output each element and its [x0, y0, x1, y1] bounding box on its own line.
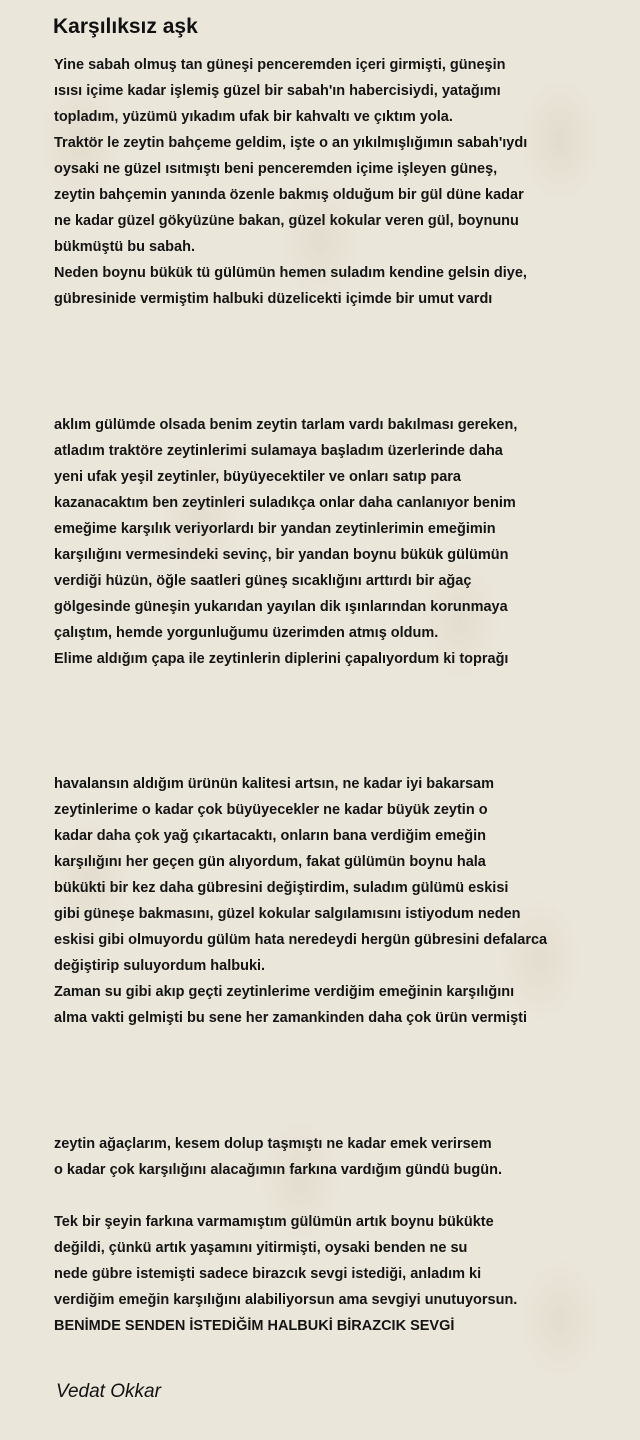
- poem-title: Karşılıksız aşk: [53, 15, 198, 38]
- poem-line: emeğime karşılık veriyorlardı bir yandan zeytinlerimin emeğimin: [54, 521, 496, 537]
- poem-line: zeytin bahçemin yanında özenle bakmış olduğum bir gül düne kadar: [54, 187, 524, 203]
- poem-line: aklım gülümde olsada benim zeytin tarlam vardı bakılması gereken,: [54, 417, 518, 433]
- poem-line: verdiğim emeğin karşılığını alabiliyorsun ama sevgiyi unutuyorsun.: [54, 1292, 518, 1308]
- poem-line: Traktör le zeytin bahçeme geldim, işte o an yıkılmışlığımın sabah'ıydı: [54, 135, 528, 151]
- poem-line: gübresinide vermiştim halbuki düzelicekti içimde bir umut vardı: [54, 291, 493, 307]
- poem-line: kadar daha çok yağ çıkartacaktı, onların bana verdiğim emeğin: [54, 828, 486, 844]
- poem-line: havalansın aldığım ürünün kalitesi artsın, ne kadar iyi bakarsam: [54, 776, 494, 792]
- poem-line: bükmüştü bu sabah.: [54, 239, 195, 255]
- poem-line: Zaman su gibi akıp geçti zeytinlerime verdiğim emeğinin karşılığını: [54, 984, 515, 1000]
- poem-line: gibi güneşe bakmasını, güzel kokular salgılamısını istiyodum neden: [54, 906, 521, 922]
- poem-line: ısısı içime kadar işlemiş güzel bir sabah'ın habercisiydi, yatağımı: [54, 83, 501, 99]
- poem-line: değildi, çünkü artık yaşamını yitirmişti, oysaki benden ne su: [54, 1240, 468, 1256]
- poem-line: zeytinlerime o kadar çok büyüyecekler ne kadar büyük zeytin o: [54, 802, 488, 818]
- poem-line: zeytin ağaçlarım, kesem dolup taşmıştı ne kadar emek verirsem: [54, 1136, 492, 1152]
- poem-stanza-1: [54, 52, 634, 312]
- poem-line: çalıştım, hemde yorgunluğumu üzerimden atmış oldum.: [54, 625, 439, 641]
- poem-line: Tek bir şeyin farkına varmamıştım gülümün artık boynu bükükte: [54, 1214, 494, 1230]
- poem-line: nede gübre istemişti sadece birazcık sevgi istediği, anladım ki: [54, 1266, 482, 1282]
- poem-line: topladım, yüzümü yıkadım ufak bir kahvaltı ve çıktım yola.: [54, 109, 453, 125]
- poem-stanza-5: [54, 1209, 634, 1339]
- poem-line: bükükti bir kez daha gübresini değiştirdim, suladım gülümü eskisi: [54, 880, 509, 896]
- poem-line: kazanacaktım ben zeytinleri suladıkça onlar daha canlanıyor benim: [54, 495, 516, 511]
- poem-line: Neden boynu bükük tü gülümün hemen suladım kendine gelsin diye,: [54, 265, 527, 281]
- poem-line: Elime aldığım çapa ile zeytinlerin diplerini çapalıyordum ki toprağı: [54, 651, 509, 667]
- poem-line: Yine sabah olmuş tan güneşi penceremden içeri girmişti, güneşin: [54, 57, 506, 73]
- poem-line: alma vakti gelmişti bu sene her zamankinden daha çok ürün vermişti: [54, 1010, 528, 1026]
- poem-line: eskisi gibi olmuyordu gülüm hata neredeydi hergün gübresini defalarca: [54, 932, 548, 948]
- poem-line: BENİMDE SENDEN İSTEDİĞİM HALBUKİ BİRAZCIK SEVGİ: [54, 1318, 455, 1334]
- poem-line: atladım traktöre zeytinlerimi sulamaya başladım üzerlerinde daha: [54, 443, 503, 459]
- poem-line: ne kadar güzel gökyüzüne bakan, güzel kokular veren gül, boynunu: [54, 213, 519, 229]
- poem-line: verdiği hüzün, öğle saatleri güneş sıcaklığını arttırdı bir ağaç: [54, 573, 472, 589]
- poem-line: o kadar çok karşılığını alacağımın farkına vardığım gündü bugün.: [54, 1162, 502, 1178]
- poem-author: Vedat Okkar: [56, 1381, 161, 1402]
- poem-line: oysaki ne güzel ısıtmıştı beni penceremden içime işleyen güneş,: [54, 161, 498, 177]
- poem-line: karşılığını vermesindeki sevinç, bir yandan boynu bükük gülümün: [54, 547, 509, 563]
- poem-line: değiştirip suluyordum halbuki.: [54, 958, 266, 974]
- poem-line: yeni ufak yeşil zeytinler, büyüyecektiler ve onları satıp para: [54, 469, 461, 485]
- poem-stanza-4: [54, 1131, 634, 1183]
- poem-stanza-3: [54, 771, 634, 1031]
- poem-stanza-2: [54, 412, 634, 672]
- poem-line: karşılığını her geçen gün alıyordum, fakat gülümün boynu hala: [54, 854, 486, 870]
- poem-line: gölgesinde güneşin yukarıdan yayılan dik ışınlarından korunmaya: [54, 599, 508, 615]
